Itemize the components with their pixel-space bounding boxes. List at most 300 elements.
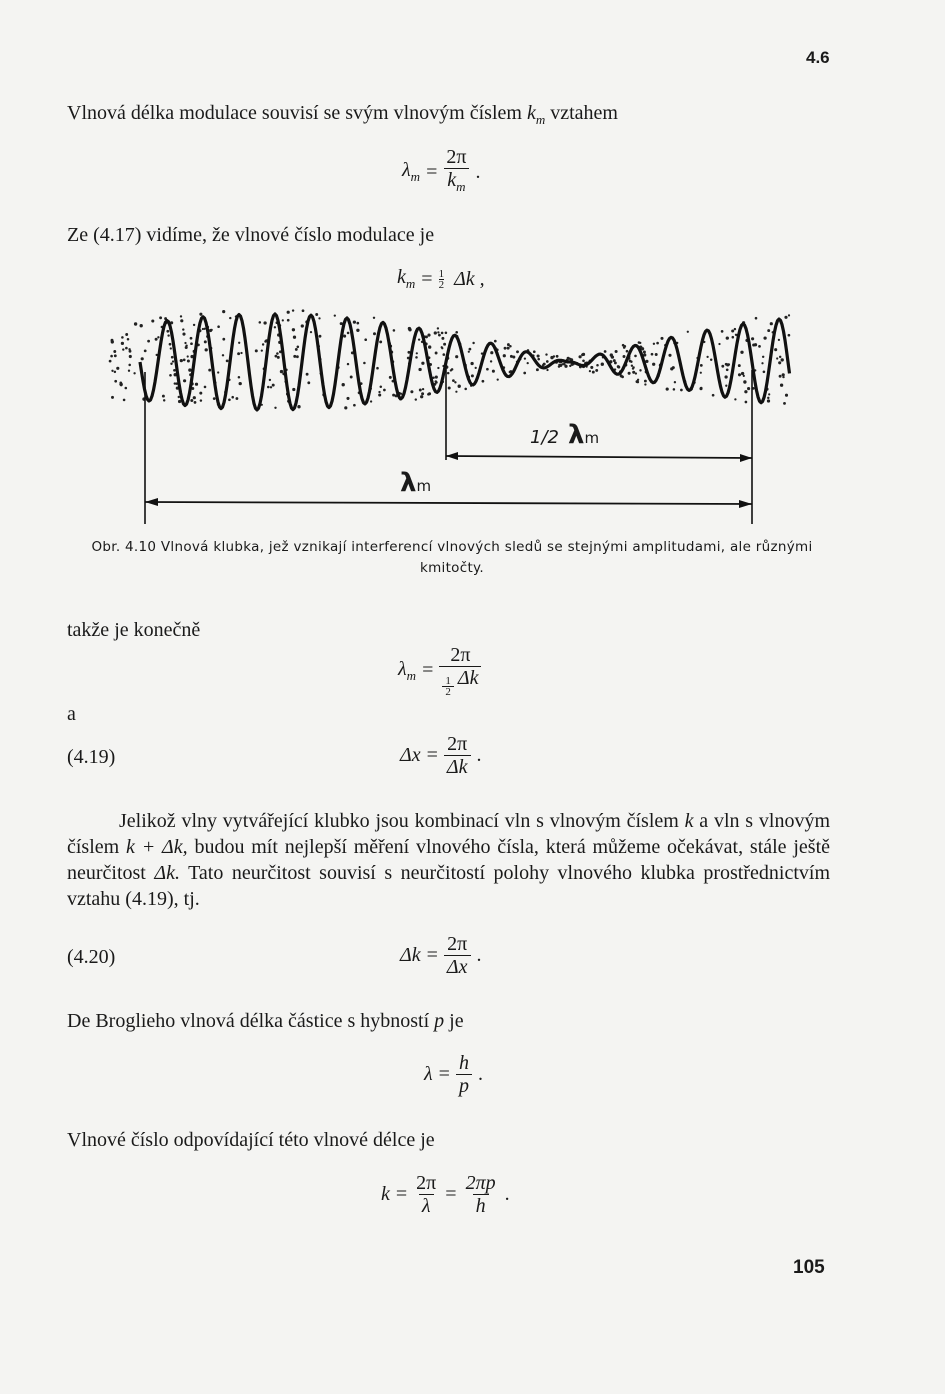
stipple-dot	[780, 384, 783, 387]
stipple-dot	[783, 402, 786, 405]
stipple-dot	[263, 321, 266, 324]
stipple-dot	[183, 379, 186, 382]
stipple-dot	[204, 340, 207, 343]
stipple-dot	[180, 315, 182, 317]
stipple-dot	[699, 387, 702, 390]
var-k: k	[526, 102, 536, 124]
sub-m: m	[584, 429, 600, 447]
half-wavelength-arrow	[446, 456, 752, 458]
stipple-dot	[228, 398, 231, 401]
stipple-dot	[269, 379, 271, 381]
stipple-dot	[721, 330, 724, 333]
stipple-dot	[494, 340, 497, 343]
stipple-dot	[301, 324, 304, 327]
period: .	[475, 160, 481, 183]
stipple-dot	[778, 361, 781, 364]
stipple-dot	[731, 329, 734, 332]
half-num: 1	[445, 675, 451, 687]
stipple-dot	[111, 370, 113, 372]
stipple-dot	[306, 373, 309, 376]
period: .	[476, 944, 482, 966]
half-num: 1	[438, 267, 445, 280]
stipple-dot	[208, 369, 211, 372]
page-number: 105	[793, 1257, 825, 1278]
lhs: Δk	[400, 944, 421, 966]
stipple-dot	[468, 351, 470, 353]
arrow-head-left	[446, 452, 458, 460]
stipple-dot	[559, 364, 562, 367]
wavelength-arrow	[145, 502, 752, 504]
stipple-dot	[155, 338, 158, 341]
denominator: h	[473, 1194, 489, 1217]
stipple-dot	[159, 316, 162, 319]
one-half	[439, 269, 445, 290]
stipple-dot	[370, 400, 372, 402]
stipple-dot	[628, 372, 631, 375]
stipple-dot	[666, 388, 669, 391]
stipple-dot	[178, 396, 180, 398]
stipple-dot	[445, 332, 448, 335]
stipple-dot	[188, 368, 191, 371]
stipple-dot	[455, 391, 457, 393]
equals: =	[426, 744, 438, 766]
stipple-dot	[169, 374, 172, 377]
stipple-dot	[550, 356, 553, 359]
stipple-dot	[120, 383, 123, 386]
stipple-dot	[443, 343, 446, 346]
stipple-dot	[543, 363, 546, 366]
stipple-dot	[262, 343, 264, 345]
stipple-dot	[458, 385, 461, 388]
stipple-dot	[199, 313, 202, 316]
text: Jelikož vlny vytvářející klubko jsou kombinací vln s vlnovým číslem	[119, 810, 679, 832]
stipple-dot	[437, 331, 439, 333]
stipple-dot	[109, 360, 112, 363]
stipple-dot	[472, 342, 474, 344]
stipple-dot	[277, 356, 280, 359]
stipple-dot	[238, 342, 240, 344]
stipple-dot	[364, 338, 367, 341]
stipple-dot	[418, 338, 420, 340]
stipple-dot	[231, 396, 234, 399]
var-k-plus-dk: k + Δk,	[126, 836, 188, 858]
stipple-dot	[373, 317, 375, 319]
stipple-dot	[623, 346, 626, 349]
stipple-dot	[373, 332, 376, 335]
stipple-dot	[700, 372, 702, 374]
stipple-dot	[114, 380, 117, 383]
stipple-dot	[752, 343, 755, 346]
stipple-dot	[422, 388, 424, 390]
stipple-dot	[235, 397, 238, 400]
stipple-dot	[536, 368, 539, 371]
stipple-dot	[631, 365, 633, 367]
stipple-dot	[768, 393, 770, 395]
stipple-dot	[350, 376, 353, 379]
stipple-dot	[292, 328, 295, 331]
stipple-dot	[567, 357, 570, 360]
stipple-dot	[767, 399, 770, 402]
stipple-dot	[762, 356, 764, 358]
stipple-dot	[779, 356, 781, 358]
stipple-dot	[615, 350, 618, 353]
rhs: Δk ,	[454, 267, 485, 290]
stipple-dot	[644, 380, 647, 383]
equals: =	[445, 1183, 457, 1205]
stipple-dot	[114, 354, 117, 357]
stipple-dot	[668, 354, 671, 357]
stipple-dot	[435, 352, 438, 355]
stipple-dot	[292, 309, 294, 311]
stipple-dot	[655, 353, 658, 356]
equals: =	[421, 267, 433, 290]
stipple-dot	[111, 396, 114, 399]
stipple-dot	[743, 375, 745, 377]
paragraph-modulation-wavelength	[67, 100, 830, 133]
stipple-dot	[590, 366, 593, 369]
denominator: Δk	[457, 667, 479, 689]
numerator: 2π	[446, 146, 467, 168]
stipple-dot	[408, 327, 411, 330]
stipple-dot	[503, 354, 506, 357]
stipple-dot	[452, 379, 455, 382]
equation-lambda-m-final	[398, 644, 481, 697]
stipple-dot	[133, 372, 135, 374]
stipple-dot	[293, 355, 296, 358]
var-k: k	[684, 810, 694, 832]
stipple-dot	[475, 367, 477, 369]
numerator: 2πp	[465, 1172, 496, 1194]
stipple-dot	[747, 387, 750, 390]
stipple-dot	[710, 359, 712, 361]
stipple-dot	[213, 397, 216, 400]
stipple-dot	[400, 393, 402, 395]
stipple-dot	[482, 380, 485, 383]
stipple-dot	[743, 380, 746, 383]
stipple-dot	[110, 355, 113, 358]
stipple-dot	[504, 347, 507, 350]
stipple-dot	[347, 363, 349, 365]
stipple-dot	[629, 360, 632, 363]
stipple-dot	[125, 347, 128, 350]
stipple-dot	[441, 337, 444, 340]
stipple-dot	[282, 319, 284, 321]
fraction	[439, 644, 481, 697]
stipple-dot	[595, 369, 598, 372]
stipple-dot	[734, 328, 736, 330]
stipple-dot	[788, 334, 791, 337]
paragraph-ze-4-17: Ze (4.17) vidíme, že vlnové číslo modulace je	[67, 224, 435, 246]
stipple-dot	[287, 311, 290, 314]
equation-wave-number	[381, 1172, 510, 1217]
section-number: 4.6	[806, 48, 830, 67]
stipple-dot	[415, 398, 417, 400]
stipple-dot	[173, 369, 176, 372]
paragraph-a: a	[67, 703, 76, 725]
stipple-dot	[187, 360, 190, 363]
stipple-dot	[776, 357, 778, 359]
stipple-dot	[644, 383, 646, 385]
period: .	[504, 1183, 510, 1205]
stipple-dot	[626, 350, 629, 353]
stipple-dot	[774, 348, 777, 351]
stipple-dot	[380, 386, 383, 389]
stipple-dot	[297, 346, 300, 349]
stipple-dot	[113, 350, 116, 353]
stipple-dot	[195, 383, 198, 386]
stipple-dot	[274, 407, 276, 409]
stipple-dot	[524, 357, 526, 359]
stipple-dot	[455, 355, 458, 358]
stipple-dot	[700, 364, 703, 367]
stipple-dot	[581, 353, 584, 356]
stipple-dot	[315, 313, 318, 316]
one-half	[442, 676, 454, 697]
stipple-dot	[673, 388, 676, 391]
stipple-dot	[193, 324, 195, 326]
stipple-dot	[441, 347, 443, 349]
stipple-dot	[170, 347, 172, 349]
stipple-dot	[785, 394, 788, 397]
stipple-dot	[151, 319, 154, 322]
fraction	[444, 733, 471, 778]
stipple-dot	[122, 348, 124, 350]
label-half-lambda-m: 1/2 λm	[530, 420, 600, 450]
equation-delta-k	[400, 933, 482, 978]
stipple-dot	[755, 317, 758, 320]
paragraph-takze: takže je konečně	[67, 619, 201, 641]
stipple-dot	[318, 317, 320, 319]
stipple-dot	[240, 352, 242, 354]
stipple-dot	[144, 350, 147, 353]
stipple-dot	[687, 331, 689, 333]
text: Vlnová délka modulace souvisí se svým vlnovým číslem	[67, 102, 522, 124]
stipple-dot	[353, 404, 356, 407]
stipple-dot	[738, 373, 741, 376]
stipple-dot	[724, 375, 727, 378]
stipple-dot	[507, 347, 510, 350]
stipple-dot	[740, 351, 743, 354]
stipple-dot	[781, 358, 784, 361]
stipple-dot	[537, 358, 540, 361]
sub-m: m	[535, 112, 546, 127]
stipple-dot	[187, 355, 189, 357]
fraction	[456, 1052, 472, 1097]
stipple-dot	[546, 360, 549, 363]
stipple-dot	[563, 363, 566, 366]
stipple-dot	[637, 381, 640, 384]
lhs-sub: m	[406, 667, 417, 683]
stipple-dot	[190, 337, 193, 340]
stipple-dot	[751, 337, 754, 340]
stipple-dot	[125, 333, 128, 336]
stipple-dot	[469, 348, 472, 351]
stipple-dot	[171, 356, 174, 359]
stipple-dot	[416, 352, 418, 354]
stipple-dot	[738, 364, 741, 367]
stipple-dot	[632, 367, 634, 369]
stipple-dot	[163, 399, 165, 401]
stipple-dot	[604, 350, 607, 353]
stipple-dot	[428, 345, 431, 348]
stipple-dot	[680, 389, 683, 392]
stipple-dot	[378, 393, 381, 396]
lhs-sub: m	[410, 169, 421, 184]
arrow-head-right	[740, 454, 752, 462]
stipple-dot	[512, 355, 515, 358]
stipple-dot	[448, 386, 451, 389]
stipple-dot	[718, 343, 720, 345]
stipple-dot	[347, 332, 350, 335]
stipple-dot	[464, 388, 467, 391]
stipple-dot	[592, 371, 595, 374]
stipple-dot	[674, 381, 676, 383]
stipple-dot	[623, 355, 626, 358]
stipple-dot	[744, 390, 747, 393]
stipple-dot	[293, 336, 296, 339]
stipple-dot	[376, 367, 379, 370]
stipple-dot	[556, 355, 559, 358]
stipple-dot	[310, 331, 312, 333]
stipple-dot	[209, 329, 212, 332]
stipple-dot	[276, 352, 279, 355]
stipple-dot	[634, 355, 637, 358]
arrow-head-left	[145, 498, 158, 506]
stipple-dot	[490, 360, 492, 362]
stipple-dot	[492, 370, 495, 373]
stipple-dot	[726, 363, 729, 366]
stipple-dot	[296, 355, 299, 358]
stipple-dot	[455, 331, 458, 334]
lhs-sub: m	[405, 276, 416, 291]
lhs: λ	[424, 1063, 433, 1085]
stipple-dot	[363, 362, 366, 365]
stipple-dot	[451, 368, 454, 371]
stipple-dot	[183, 359, 186, 362]
text: budou mít nejlepší měření vlnového čísla, která můžeme očekávat, stále ještě neurčitost	[67, 836, 831, 884]
stipple-dot	[204, 386, 207, 389]
stipple-dot	[267, 386, 270, 389]
half-den: 2	[442, 686, 454, 697]
stipple-dot	[418, 368, 421, 371]
fraction-1	[413, 1172, 439, 1217]
equation-de-broglie	[424, 1052, 483, 1097]
stipple-dot	[419, 389, 422, 392]
stipple-dot	[128, 364, 131, 367]
paragraph-jelikoz	[67, 808, 830, 912]
stipple-dot	[334, 314, 336, 316]
stipple-dot	[344, 406, 347, 409]
stipple-dot	[706, 356, 708, 358]
stipple-dot	[442, 353, 445, 356]
stipple-dot	[180, 319, 183, 322]
stipple-dot	[147, 340, 150, 343]
stipple-dot	[643, 351, 646, 354]
equation-number-4-19: (4.19)	[67, 746, 116, 768]
stipple-dot	[383, 389, 386, 392]
stipple-dot	[127, 338, 130, 341]
stipple-dot	[454, 381, 456, 383]
stipple-dot	[180, 359, 183, 362]
stipple-dot	[217, 325, 220, 328]
stipple-dot	[295, 348, 298, 351]
text: Tato neurčitost souvisí s neurčitostí polohy vlnového klubka prostřednictvím vztahu (4.19), tj.	[67, 862, 831, 910]
stipple-dot	[237, 352, 240, 355]
stipple-dot	[523, 372, 526, 375]
text: vztahem	[550, 102, 618, 124]
stipple-dot	[637, 379, 639, 381]
stipple-dot	[651, 353, 654, 356]
stipple-dot	[125, 387, 128, 390]
numerator: 2π	[447, 933, 468, 955]
lhs: λ	[402, 159, 411, 181]
stipple-dot	[194, 401, 197, 404]
fraction	[443, 146, 469, 198]
stipple-dot	[726, 368, 729, 371]
stipple-dot	[239, 382, 242, 385]
stipple-dot	[435, 376, 438, 379]
stipple-dot	[490, 351, 493, 354]
equation-delta-x	[400, 733, 482, 778]
stipple-dot	[346, 397, 349, 400]
denominator: p	[456, 1074, 472, 1097]
stipple-dot	[319, 335, 322, 338]
stipple-dot	[274, 326, 276, 328]
stipple-dot	[745, 401, 748, 404]
stipple-dot	[111, 340, 114, 343]
lhs: k	[397, 266, 406, 288]
lhs: k	[381, 1183, 390, 1205]
stipple-dot	[184, 342, 186, 344]
stipple-dot	[292, 388, 295, 391]
stipple-dot	[421, 392, 424, 395]
stipple-dot	[157, 336, 159, 338]
stipple-dot	[578, 355, 581, 358]
sub-m: m	[416, 477, 432, 495]
equals: =	[395, 1183, 408, 1205]
stipple-dot	[763, 336, 766, 339]
stipple-dot	[726, 336, 729, 339]
equation-k-m	[397, 266, 485, 292]
stipple-dot	[741, 372, 744, 375]
stipple-dot	[356, 329, 359, 332]
stipple-dot	[353, 320, 356, 323]
numerator: h	[458, 1052, 469, 1074]
stipple-dot	[259, 321, 262, 324]
stipple-dot	[342, 383, 345, 386]
stipple-dot	[425, 335, 428, 338]
text: De Broglieho vlnová délka částice s hybností	[67, 1010, 430, 1032]
stipple-dot	[782, 373, 785, 376]
stipple-dot	[427, 393, 430, 396]
stipple-dot	[129, 350, 132, 353]
numerator: 2π	[450, 644, 471, 666]
stipple-dot	[182, 328, 184, 330]
stipple-dot	[415, 356, 418, 359]
var-dk: Δk.	[154, 862, 180, 884]
stipple-dot	[601, 363, 604, 366]
equals: =	[438, 1063, 450, 1085]
stipple-dot	[238, 376, 241, 379]
stipple-dot	[141, 357, 144, 360]
denominator: k	[447, 169, 457, 191]
stipple-dot	[653, 343, 655, 345]
stipple-dot	[582, 359, 585, 362]
stipple-dot	[434, 380, 437, 383]
stipple-dot	[134, 322, 137, 325]
stipple-dot	[123, 399, 126, 402]
denominator: λ	[419, 1194, 434, 1217]
